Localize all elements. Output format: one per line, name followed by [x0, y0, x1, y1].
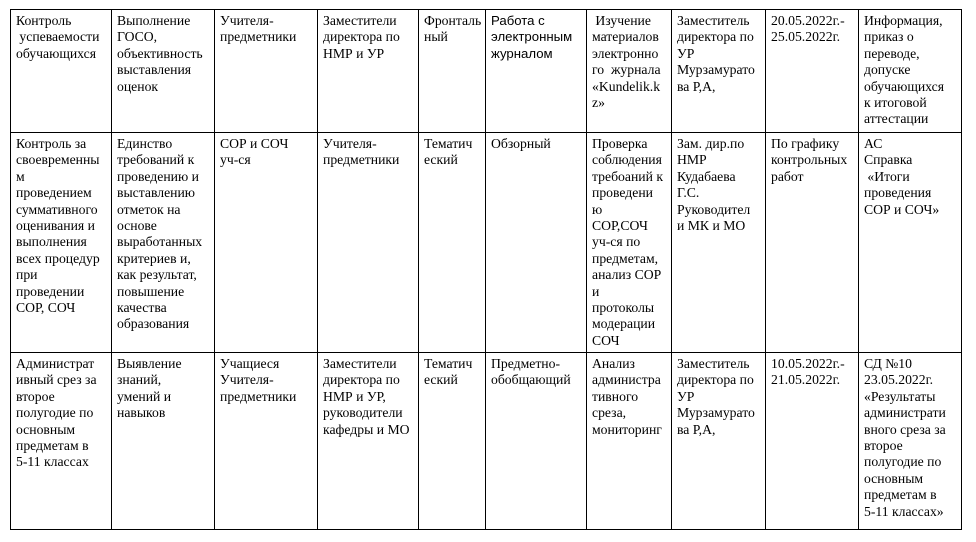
cell-text-line: Работа с	[491, 13, 545, 28]
cell-text-line: Администрат	[16, 356, 95, 371]
cell-text-line: Анализ	[592, 356, 635, 371]
table-cell	[859, 133, 962, 353]
cell-text-line: электронным	[491, 29, 573, 45]
cell-text-line: Учащиеся	[220, 356, 280, 371]
table-cell	[318, 133, 419, 353]
cell-text-line: модерации	[592, 316, 656, 332]
table-row	[11, 10, 962, 133]
cell-text-line: 23.05.2022г.	[864, 372, 934, 388]
table-cell	[587, 10, 672, 133]
cell-text-line: 25.05.2022г.	[771, 29, 841, 45]
table-cell	[419, 353, 486, 530]
cell-text-line: выставлению	[117, 185, 196, 201]
cell-text-line: приказ о	[864, 29, 914, 45]
cell-text-line: Учителя-	[220, 13, 274, 28]
cell-text-line: Заместители	[323, 13, 397, 28]
cell-text-line: НМР и УР	[323, 45, 385, 61]
cell-text-line: Справка	[864, 152, 913, 168]
cell-text-line: объективность	[117, 45, 203, 61]
cell-text-line: Выполнение	[117, 13, 191, 28]
table-cell	[859, 10, 962, 133]
cell-text-line: среза,	[592, 405, 627, 421]
table-cell	[766, 133, 859, 353]
cell-text-line: тивного	[592, 388, 639, 404]
cell-text-line: навыков	[117, 405, 166, 421]
control-plan-table	[10, 9, 962, 530]
cell-text-line: СОР и СОЧ»	[864, 201, 940, 217]
table-cell	[112, 133, 215, 353]
cell-text-line: Кудабаева	[677, 168, 736, 184]
cell-text-line: предметники	[220, 29, 297, 45]
table-cell	[587, 353, 672, 530]
cell-text-line: отметок на	[117, 201, 181, 217]
table-cell	[486, 133, 587, 353]
cell-text-line: СОР,СОЧ	[592, 218, 648, 234]
cell-text-line: Информация,	[864, 13, 943, 28]
cell-text-line: СОЧ	[592, 332, 620, 348]
cell-text-line: СД №10	[864, 356, 912, 371]
cell-text-line: обучающихся	[16, 45, 96, 61]
cell-text-line: проведению и	[117, 168, 199, 184]
cell-text-line: и МК и МО	[677, 218, 746, 234]
table-cell	[112, 10, 215, 133]
cell-text-line: аттестации	[864, 111, 929, 127]
table-cell	[215, 10, 318, 133]
cell-text-line: переводе,	[864, 45, 920, 61]
cell-text-line: анализ СОР	[592, 267, 662, 283]
cell-text-line: предметам в	[16, 438, 89, 454]
cell-text-line: Тематич	[424, 356, 473, 371]
cell-text-line: ный	[424, 29, 448, 45]
cell-text-line: директора по	[677, 29, 754, 45]
cell-text-line: администрати	[864, 405, 946, 421]
cell-text-line: оценок	[117, 78, 159, 94]
table-cell	[672, 353, 766, 530]
cell-text-line: АС	[864, 136, 883, 151]
cell-text-line: СОР, СОЧ	[16, 300, 76, 316]
cell-text-line: Учителя-	[323, 136, 377, 151]
table-cell	[11, 10, 112, 133]
cell-text-line: Руководител	[677, 201, 751, 217]
cell-text-line: качества	[117, 300, 167, 316]
cell-text-line: Контроль за	[16, 136, 87, 151]
cell-text-line: 20.05.2022г.-	[771, 13, 845, 28]
table-cell	[419, 10, 486, 133]
cell-text-line: ва Р,А,	[677, 78, 716, 94]
cell-text-line: полугодие по	[16, 405, 94, 421]
cell-text-line: образования	[117, 316, 190, 332]
cell-text-line: ГОСО,	[117, 29, 158, 45]
cell-text-line: Контроль	[16, 13, 72, 28]
cell-text-line: вного среза за	[864, 421, 946, 437]
cell-text-line: проведения	[864, 185, 932, 201]
table-body	[11, 10, 962, 530]
cell-text-line: «Результаты	[864, 388, 936, 404]
cell-text-line: Выявление	[117, 356, 182, 371]
cell-text-line: еский	[424, 372, 458, 388]
cell-text-line: уч-ся по	[592, 234, 641, 250]
cell-text-line: 5-11 классах	[16, 454, 89, 470]
cell-text-line: ва Р,А,	[677, 421, 716, 437]
cell-text-line: еский	[424, 152, 458, 168]
cell-text-line: проведени	[592, 185, 653, 201]
cell-text-line: Мурзамурато	[677, 405, 755, 421]
cell-text-line: z»	[592, 95, 605, 111]
cell-text-line: обобщающий	[491, 372, 571, 388]
cell-text-line: критериев и,	[117, 250, 191, 266]
cell-text-line: соблюдения	[592, 152, 662, 168]
table-row	[11, 353, 962, 530]
cell-text-line: УР	[677, 388, 695, 404]
cell-text-line: своевременны	[16, 152, 100, 168]
cell-text-line: Фронталь	[424, 13, 482, 28]
cell-text-line: умений и	[117, 388, 172, 404]
cell-text-line: полугодие по	[864, 454, 942, 470]
cell-text-line: Обзорный	[491, 136, 551, 151]
cell-text-line: требоаний к	[592, 168, 663, 184]
cell-text-line: успеваемости	[16, 29, 100, 45]
cell-text-line: суммативного	[16, 201, 98, 217]
cell-text-line: го журнала	[592, 62, 661, 78]
cell-text-line: журналом	[491, 45, 553, 61]
cell-text-line: основным	[864, 470, 924, 486]
cell-text-line: второе	[864, 438, 903, 454]
cell-text-line: выполнения	[16, 234, 87, 250]
cell-text-line: основе	[117, 218, 157, 234]
cell-text-line: работ	[771, 168, 804, 184]
cell-text-line: и	[592, 283, 600, 299]
cell-text-line: НМР и УР,	[323, 388, 386, 404]
cell-text-line: Зам. дир.по	[677, 136, 745, 151]
cell-text-line: Тематич	[424, 136, 473, 151]
cell-text-line: проведением	[16, 185, 92, 201]
cell-text-line: протоколы	[592, 300, 655, 316]
cell-text-line: Единство	[117, 136, 173, 151]
cell-text-line: СОР и СОЧ	[220, 136, 289, 151]
cell-text-line: Г.С.	[677, 185, 700, 201]
cell-text-line: уч-ся	[220, 152, 251, 168]
cell-text-line: обучающихся	[864, 78, 944, 94]
cell-text-line: материалов	[592, 29, 659, 45]
table-cell	[672, 10, 766, 133]
cell-text-line: Предметно-	[491, 356, 561, 371]
cell-text-line: проведении	[16, 283, 85, 299]
cell-text-line: электронно	[592, 45, 659, 61]
cell-text-line: «Kundelik.k	[592, 78, 661, 94]
table-cell	[318, 10, 419, 133]
table-cell	[318, 353, 419, 530]
cell-text-line: предметники	[323, 152, 400, 168]
cell-text-line: «Итоги	[864, 168, 910, 184]
cell-text-line: НМР	[677, 152, 707, 168]
cell-text-line: предметам в	[864, 487, 937, 503]
cell-text-line: кафедры и МО	[323, 421, 410, 437]
cell-text-line: По графику	[771, 136, 840, 151]
cell-text-line: Мурзамурато	[677, 62, 755, 78]
cell-text-line: к итоговой	[864, 95, 927, 111]
table-cell	[486, 10, 587, 133]
table-cell	[11, 133, 112, 353]
cell-text-line: допуске	[864, 62, 911, 78]
cell-text-line: выработанных	[117, 234, 203, 250]
table-cell	[215, 133, 318, 353]
table-cell	[859, 353, 962, 530]
cell-text-line: руководители	[323, 405, 403, 421]
cell-text-line: мониторинг	[592, 421, 662, 437]
table-cell	[587, 133, 672, 353]
cell-text-line: ю	[592, 201, 603, 217]
table-cell	[486, 353, 587, 530]
cell-text-line: оценивания и	[16, 218, 95, 234]
cell-text-line: 10.05.2022г.-	[771, 356, 845, 371]
table-row	[11, 133, 962, 353]
cell-text-line: предметники	[220, 388, 297, 404]
cell-text-line: 5-11 классах»	[864, 503, 944, 519]
table-cell	[766, 353, 859, 530]
cell-text-line: директора по	[323, 372, 400, 388]
table-cell	[215, 353, 318, 530]
cell-text-line: администра	[592, 372, 661, 388]
cell-text-line: выставления	[117, 62, 192, 78]
cell-text-line: контрольных	[771, 152, 848, 168]
table-cell	[766, 10, 859, 133]
cell-text-line: знаний,	[117, 372, 162, 388]
cell-text-line: директора по	[677, 372, 754, 388]
cell-text-line: требований к	[117, 152, 195, 168]
cell-text-line: УР	[677, 45, 695, 61]
table-cell	[112, 353, 215, 530]
cell-text-line: Заместители	[323, 356, 397, 371]
cell-text-line: директора по	[323, 29, 400, 45]
cell-text-line: Изучение	[592, 13, 651, 28]
cell-text-line: Заместитель	[677, 356, 750, 371]
table-cell	[419, 133, 486, 353]
cell-text-line: всех процедур	[16, 250, 100, 266]
cell-text-line: повышение	[117, 283, 185, 299]
cell-text-line: Проверка	[592, 136, 648, 151]
table-cell	[11, 353, 112, 530]
cell-text-line: Заместитель	[677, 13, 750, 28]
cell-text-line: основным	[16, 421, 76, 437]
cell-text-line: м	[16, 168, 25, 184]
cell-text-line: 21.05.2022г.	[771, 372, 841, 388]
cell-text-line: второе	[16, 388, 55, 404]
cell-text-line: ивный срез за	[16, 372, 97, 388]
cell-text-line: как результат,	[117, 267, 197, 283]
cell-text-line: предметам,	[592, 250, 659, 266]
table-cell	[672, 133, 766, 353]
cell-text-line: при	[16, 267, 38, 283]
cell-text-line: Учителя-	[220, 372, 274, 388]
